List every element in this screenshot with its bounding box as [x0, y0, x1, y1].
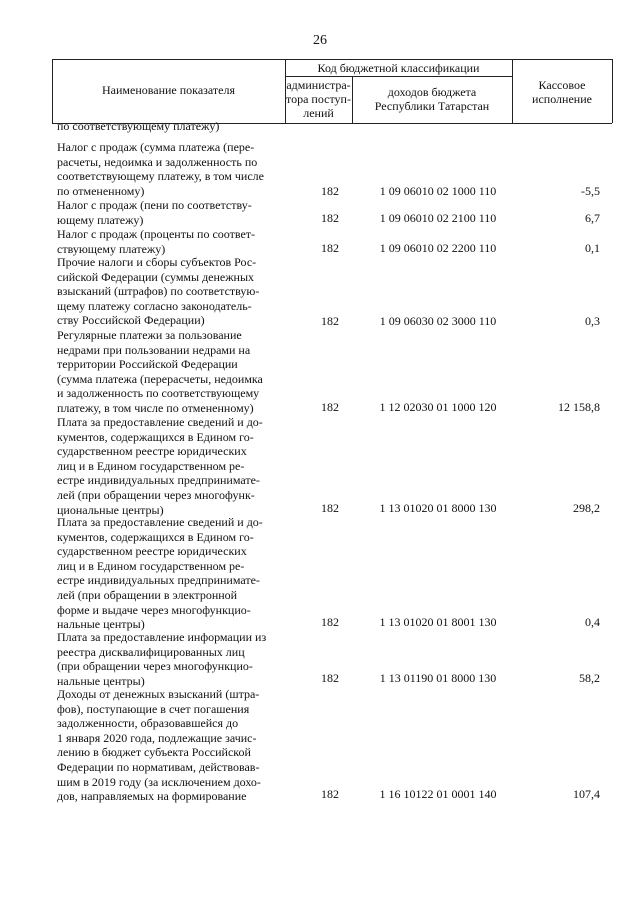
amount: 6,7 — [585, 211, 600, 225]
admin-code: 182 — [321, 671, 339, 685]
admin-code: 182 — [321, 400, 339, 414]
continuation-text: по соответствующему платежу) — [57, 119, 220, 133]
row-description — [57, 198, 285, 227]
budget-code: 1 09 06010 02 2100 110 — [379, 211, 497, 225]
budget-code: 1 12 02030 01 1000 120 — [379, 400, 497, 414]
admin-code: 182 — [321, 787, 339, 801]
amount: 58,2 — [579, 671, 600, 685]
description-line: нальные центры) — [57, 617, 145, 632]
header-admin-column — [285, 78, 352, 120]
row-description — [57, 328, 285, 416]
admin-code: 182 — [321, 184, 339, 198]
amount: 12 158,8 — [558, 400, 600, 414]
description-line: щему платежу согласно законодатель- — [57, 298, 252, 313]
description-line: задолженности, образовавшейся до — [57, 716, 239, 731]
header-admin-line: тора поступ- — [286, 92, 351, 106]
header-amount-column — [512, 78, 612, 106]
description-line: соответствующему платежу, в том числе — [57, 169, 264, 184]
description-line: естре индивидуальных предпринимате- — [57, 473, 260, 488]
description-line: лению в бюджет субъекта Российской — [57, 745, 251, 760]
amount: 298,2 — [573, 501, 600, 515]
header-amount-line: исполнение — [532, 92, 592, 106]
description-line: недрами при пользовании недрами на — [57, 342, 251, 357]
description-line: сийской Федерации (суммы денежных — [57, 269, 255, 284]
row-description — [57, 140, 285, 198]
description-line: сударственном реестре юридических — [57, 444, 247, 459]
amount: 0,3 — [585, 314, 600, 328]
row-description — [57, 415, 285, 517]
row-description — [57, 255, 285, 328]
header-income-column — [352, 85, 512, 113]
admin-code: 182 — [321, 501, 339, 515]
description-line: и задолженность по соответствующему — [57, 386, 260, 401]
description-line: Прочие налоги и сборы субъектов Рос- — [57, 255, 257, 269]
admin-code: 182 — [321, 241, 339, 255]
description-line: Доходы от денежных взысканий (штра- — [57, 687, 260, 701]
description-line: территории Российской Федерации — [57, 357, 238, 372]
admin-code: 182 — [321, 211, 339, 225]
admin-code: 182 — [321, 314, 339, 328]
description-line: нальные центры) — [57, 673, 145, 688]
budget-code: 1 13 01020 01 8001 130 — [379, 615, 497, 629]
row-description — [57, 515, 285, 632]
amount: 0,1 — [585, 241, 600, 255]
amount: 107,4 — [573, 787, 600, 801]
page-number: 26 — [313, 33, 327, 48]
description-line: (сумма платежа (перерасчеты, недоимка — [57, 371, 263, 386]
description-line: лиц и в Едином государственном ре- — [57, 558, 245, 573]
description-line: расчеты, недоимка и задолженность по — [57, 154, 258, 169]
description-line: Налог с продаж (проценты по соответ- — [57, 227, 256, 241]
description-line: 1 января 2020 года, подлежащие зачис- — [57, 730, 257, 745]
amount: -5,5 — [581, 184, 600, 198]
description-line: Плата за предоставление сведений и до- — [57, 515, 263, 529]
budget-code: 1 16 10122 01 0001 140 — [379, 787, 497, 801]
row-description — [57, 687, 285, 804]
budget-code: 1 13 01020 01 8000 130 — [379, 501, 497, 515]
description-line: платежу, в том числе по отмененному) — [57, 400, 254, 415]
description-line: фов), поступающие в счет погашения — [57, 701, 250, 716]
description-line: ющему платежу) — [57, 212, 144, 227]
row-description — [57, 630, 285, 688]
header-amount-line: Кассовое — [538, 78, 586, 92]
description-line: естре индивидуальных предпринимате- — [57, 573, 260, 588]
description-line: реестра дисквалифицированных лиц — [57, 644, 245, 659]
description-line: (при обращении через многофункцио- — [57, 659, 253, 674]
description-line: шим в 2019 году (за исключением дохо- — [57, 774, 261, 789]
description-line: кументов, содержащихся в Едином го- — [57, 429, 254, 444]
amount: 0,4 — [585, 615, 600, 629]
description-line: лей (при обращении через многофунк- — [57, 487, 255, 502]
budget-code: 1 09 06010 02 1000 110 — [379, 184, 497, 198]
description-line: Регулярные платежи за пользование — [57, 328, 242, 342]
description-line: дов, направляемых на формирование — [57, 789, 247, 804]
description-line: Налог с продаж (сумма платежа (пере- — [57, 140, 255, 154]
description-line: взысканий (штрафов) по соответствую- — [57, 284, 260, 299]
description-line: лей (при обращении в электронной — [57, 587, 238, 602]
description-line: Федерации по нормативам, действовав- — [57, 759, 260, 774]
description-line: сударственном реестре юридических — [57, 544, 247, 559]
description-line: ству Российской Федерации) — [57, 313, 205, 328]
description-line: форме и выдаче через многофункцио- — [57, 602, 251, 617]
header-name-column: Наименование показателя — [102, 83, 235, 97]
description-line: Налог с продаж (пени по соответству- — [57, 198, 252, 212]
description-line: циональные центры) — [57, 502, 164, 517]
header-income-line: доходов бюджета — [387, 85, 477, 99]
budget-code: 1 13 01190 01 8000 130 — [379, 671, 497, 685]
header-income-line: Республики Татарстан — [374, 99, 490, 113]
header-classification-group: Код бюджетной классификации — [317, 61, 480, 75]
budget-code: 1 09 06010 02 2200 110 — [379, 241, 497, 255]
admin-code: 182 — [321, 615, 339, 629]
description-line: кументов, содержащихся в Едином го- — [57, 529, 254, 544]
description-line: Плата за предоставление сведений и до- — [57, 415, 263, 429]
description-line: лиц и в Едином государственном ре- — [57, 458, 245, 473]
description-line: ствующему платежу) — [57, 241, 166, 256]
description-line: Плата за предоставление информации из — [57, 630, 267, 644]
budget-code: 1 09 06030 02 3000 110 — [379, 314, 497, 328]
header-admin-line: администра- — [286, 78, 351, 92]
header-admin-line: лений — [303, 106, 334, 120]
table-header — [52, 59, 612, 123]
row-description — [57, 227, 285, 256]
description-line: по отмененному) — [57, 183, 145, 198]
